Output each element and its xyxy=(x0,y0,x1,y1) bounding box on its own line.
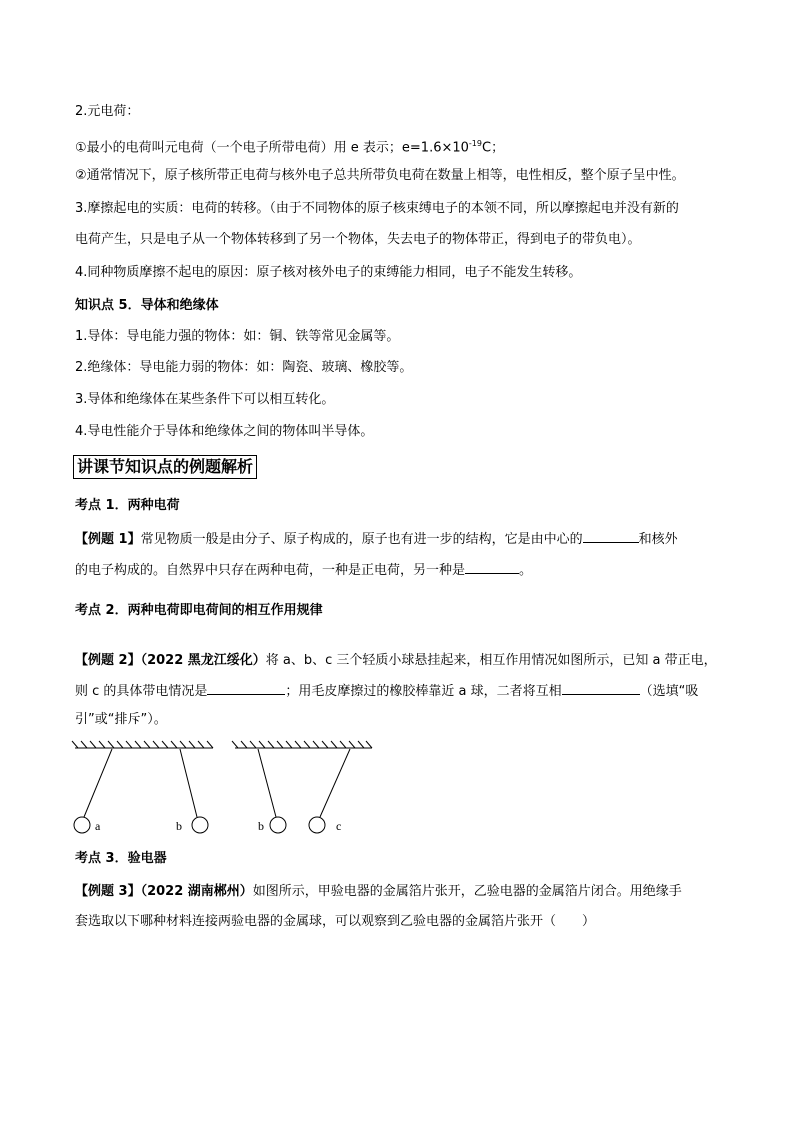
ceiling-left xyxy=(72,741,213,748)
kp5-item-4: 4.导电性能介于导体和绝缘体之间的物体叫半导体。 xyxy=(75,424,374,439)
example1-text2: 的电子构成的。自然界中只存在两种电荷，一种是正电荷，另一种是 xyxy=(75,563,466,578)
answer-blank-2[interactable] xyxy=(465,560,519,574)
kp5-item-2: 2.绝缘体：导电能力弱的物体：如：陶瓷、玻璃、橡胶等。 xyxy=(75,360,413,375)
example1-text2-b: 。 xyxy=(519,563,533,578)
example3-text: 如图所示，甲验电器的金属箔片张开，乙验电器的金属箔片闭合。用绝缘手 xyxy=(252,884,682,899)
example3-label: 【例题 3】 xyxy=(75,884,141,899)
same-material-reason: 4.同种物质摩擦不起电的原因：原子核对核外电子的束缚能力相同，电子不能发生转移。 xyxy=(75,265,582,280)
example2-line1 xyxy=(75,652,717,670)
elementary-charge-heading: 2.元电荷： xyxy=(75,104,140,119)
elementary-charge-def xyxy=(75,135,504,157)
pendulum-figure xyxy=(70,740,380,840)
thread-c xyxy=(320,749,350,817)
ec-unit: C； xyxy=(482,140,505,156)
kd2-heading: 考点 2．两种电荷即电荷间的相互作用规律 xyxy=(75,603,323,618)
label-c: c xyxy=(336,819,342,833)
example2-line3: 引”或“排斥”）。 xyxy=(75,712,167,727)
example3-line2: 套选取以下哪种材料连接两验电器的金属球，可以观察到乙验电器的金属箔片张开（ ） xyxy=(75,914,596,929)
thread-b-left xyxy=(180,749,197,817)
example2-label: 【例题 2】 xyxy=(75,653,141,668)
ceiling-right xyxy=(232,741,372,748)
friction-essence-line2: 电荷产生，只是电子从一个物体转移到了另一个物体，失去电子的物体带正，得到电子的带负电）。 xyxy=(75,232,641,247)
ball-c xyxy=(309,817,325,833)
kp5-heading: 知识点 5．导体和绝缘体 xyxy=(75,298,219,313)
example1-text-b: 和核外 xyxy=(638,532,678,547)
thread-a xyxy=(84,749,112,817)
example3-line1 xyxy=(75,883,682,901)
ec-text: ①最小的电荷叫元电荷（一个电子所带电荷）用 e 表示；e=1.6×10 xyxy=(75,140,469,156)
kd3-heading: 考点 3．验电器 xyxy=(75,851,167,866)
kp5-item-3: 3.导体和绝缘体在某些条件下可以相互转化。 xyxy=(75,392,335,407)
friction-essence-line1: 3.摩擦起电的实质：电荷的转移。（由于不同物体的原子核束缚电子的本领不同，所以摩擦起电并没有新的 xyxy=(75,201,679,216)
ec-exponent: -19 xyxy=(468,139,482,148)
ball-b-right xyxy=(270,817,286,833)
ball-a xyxy=(74,817,90,833)
section-title: 讲课节知识点的例题解析 xyxy=(73,455,257,479)
answer-blank-4[interactable] xyxy=(562,681,640,695)
example2-text: 将 a、b、c 三个轻质小球悬挂起来，相互作用情况如图所示，已知 a 带正电， xyxy=(265,653,717,668)
example1-line2 xyxy=(75,560,532,580)
kd1-heading: 考点 1．两种电荷 xyxy=(75,498,180,513)
kp5-item-1: 1.导体：导电能力强的物体：如：铜、铁等常见金属等。 xyxy=(75,329,400,344)
thread-b-right xyxy=(258,749,276,817)
label-b-right: b xyxy=(258,819,264,833)
example3-source: （2022 湖南郴州） xyxy=(140,884,253,899)
label-b-left: b xyxy=(176,819,182,833)
example1-line1 xyxy=(75,529,678,549)
neutral-atom-text: ②通常情况下，原子核所带正电荷与核外电子总共所带负电荷在数量上相等，电性相反，整个原子呈中性。 xyxy=(75,168,685,183)
label-a: a xyxy=(95,819,101,833)
answer-blank-3[interactable] xyxy=(207,681,285,695)
example2-text2c: （选填“吸 xyxy=(639,684,699,699)
example2-source: （2022 黑龙江绥化） xyxy=(140,653,266,668)
example1-label: 【例题 1】 xyxy=(75,532,141,547)
example1-text: 常见物质一般是由分子、原子构成的，原子也有进一步的结构，它是由中心的 xyxy=(140,532,583,547)
example2-text2b: ；用毛皮摩擦过的橡胶棒靠近 a 球，二者将互相 xyxy=(285,684,562,699)
ball-b-left xyxy=(192,817,208,833)
answer-blank-1[interactable] xyxy=(583,529,639,543)
example2-text2a: 则 c 的具体带电情况是 xyxy=(75,684,208,699)
example2-line2 xyxy=(75,681,698,701)
